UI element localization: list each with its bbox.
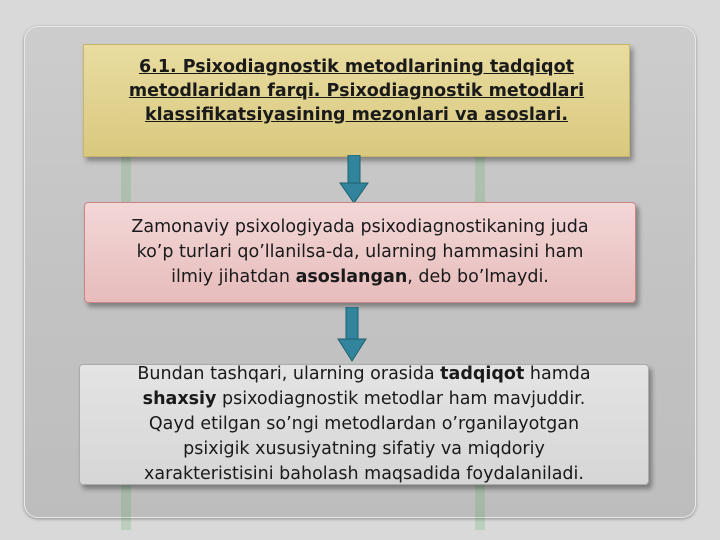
bottom-box [79, 364, 649, 485]
bold-term: tadqiqot [440, 364, 525, 384]
bottom-line [137, 387, 590, 412]
title-line: 6.1. Psixodiagnostik metodlarining tadqiqot [139, 57, 574, 77]
bottom-line: Qayd etilgan so’ngi metodlardan o’rganilayotgan [148, 414, 580, 434]
title-line: metodlaridan farqi. Psixodiagnostik metodlari [128, 81, 585, 101]
text-span: ilmiy jihatdan [171, 267, 296, 287]
bottom-line: psixigik xususiyatning sifatiy va miqdoriy [183, 439, 545, 459]
text-span: psixodiagnostik metodlar ham mavjuddir. [216, 389, 586, 409]
bottom-line: xarakteristisini baholash maqsadida foydalaniladi. [144, 464, 584, 484]
bold-term: asoslangan [295, 267, 408, 287]
title-text [129, 55, 584, 127]
middle-line: ko’p turlari qo’llanilsa-da, ularning hammasini ham [136, 242, 584, 262]
text-span: Bundan tashqari, ularning orasida [137, 364, 441, 384]
arrow-down-icon [336, 307, 368, 363]
middle-line: Zamonaviy psixologiyada psixodiagnostikaning juda [131, 217, 589, 237]
bold-term: shaxsiy [142, 389, 217, 409]
bottom-line [137, 362, 590, 387]
bottom-text [137, 362, 590, 487]
middle-box [84, 202, 636, 303]
text-span: hamda [524, 364, 591, 384]
text-span: , deb bo’lmaydi. [407, 267, 549, 287]
middle-text [131, 215, 588, 290]
title-box [83, 44, 630, 157]
middle-line [131, 265, 588, 290]
arrow-down-icon [338, 155, 370, 205]
title-line: klassifikatsiyasining mezonlari va asoslari. [145, 105, 568, 125]
